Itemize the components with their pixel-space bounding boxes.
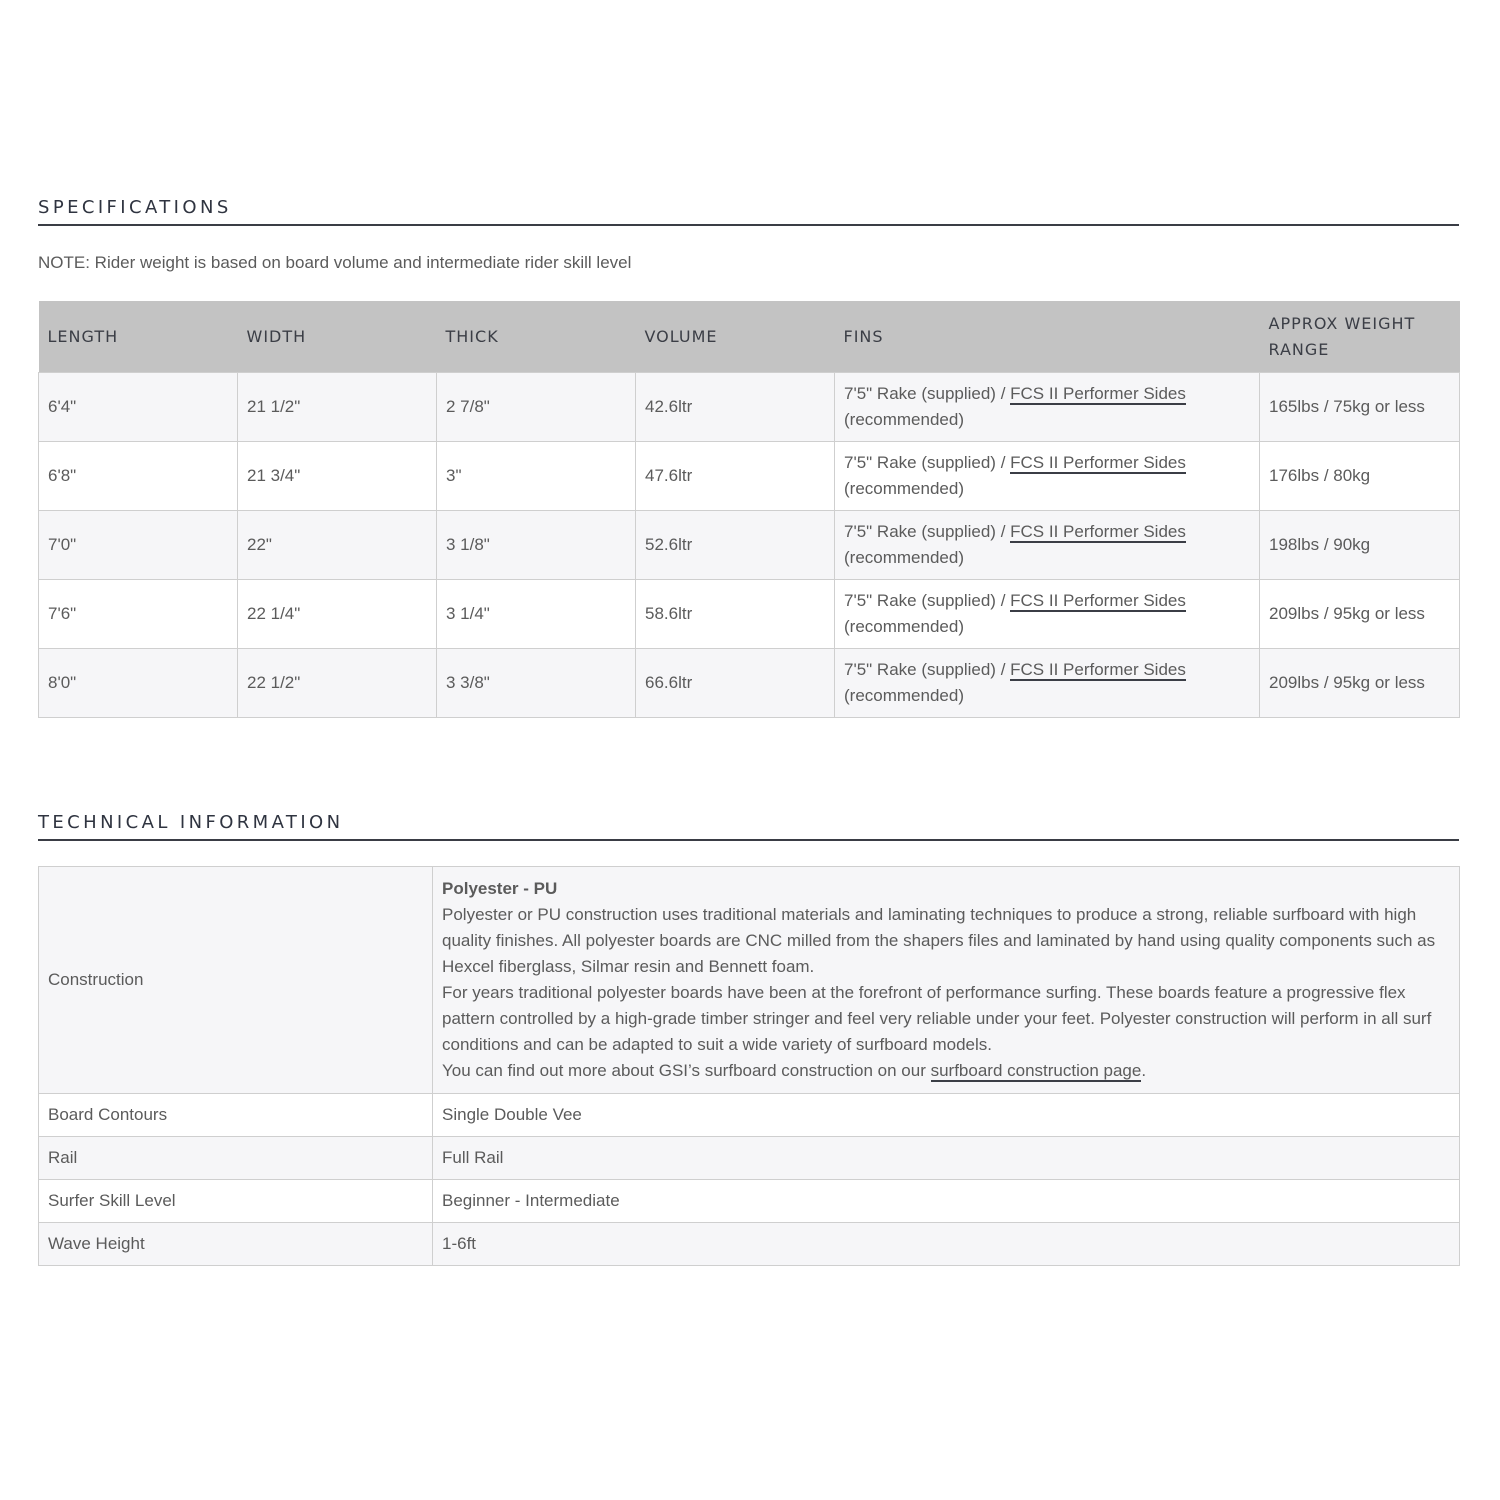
width-cell: 22 1/4" [238, 580, 437, 649]
fins-recommended: (recommended) [844, 410, 964, 429]
fcs-performer-sides-link[interactable]: FCS II Performer Sides [1010, 660, 1186, 679]
construction-description [433, 867, 1460, 1094]
surfer-skill-level-label: Surfer Skill Level [39, 1180, 433, 1223]
weight-cell: 209lbs / 95kg or less [1260, 580, 1460, 649]
construction-more-text: You can find out more about GSI’s surfboard construction on our [442, 1061, 931, 1080]
width-cell: 21 1/2" [238, 373, 437, 442]
thick-cell: 2 7/8" [437, 373, 636, 442]
specifications-title: SPECIFICATIONS [38, 197, 1459, 226]
table-row [39, 867, 1460, 1094]
wave-height-label: Wave Height [39, 1223, 433, 1266]
table-row [39, 1180, 1460, 1223]
table-row [39, 442, 1460, 511]
construction-paragraph-3 [442, 1058, 1450, 1084]
fins-cell [835, 442, 1260, 511]
surfer-skill-level-value: Beginner - Intermediate [433, 1180, 1460, 1223]
length-cell: 8'0" [39, 649, 238, 718]
header-width: WIDTH [238, 301, 437, 373]
volume-cell: 58.6ltr [636, 580, 835, 649]
fins-supplied: 7'5" Rake (supplied) / [844, 591, 1011, 610]
length-cell: 6'4" [39, 373, 238, 442]
fins-recommended: (recommended) [844, 479, 964, 498]
rail-label: Rail [39, 1137, 433, 1180]
thick-cell: 3 1/8" [437, 511, 636, 580]
fcs-performer-sides-link[interactable]: FCS II Performer Sides [1010, 591, 1186, 610]
header-fins: FINS [835, 301, 1260, 373]
fins-supplied: 7'5" Rake (supplied) / [844, 384, 1011, 403]
rail-value: Full Rail [433, 1137, 1460, 1180]
length-cell: 7'0" [39, 511, 238, 580]
width-cell: 21 3/4" [238, 442, 437, 511]
volume-cell: 66.6ltr [636, 649, 835, 718]
table-row [39, 1137, 1460, 1180]
weight-cell: 209lbs / 95kg or less [1260, 649, 1460, 718]
table-row [39, 373, 1460, 442]
length-cell: 6'8" [39, 442, 238, 511]
fins-recommended: (recommended) [844, 686, 964, 705]
construction-label: Construction [39, 867, 433, 1094]
fcs-performer-sides-link[interactable]: FCS II Performer Sides [1010, 453, 1186, 472]
fins-cell [835, 373, 1260, 442]
header-volume: VOLUME [636, 301, 835, 373]
weight-cell: 176lbs / 80kg [1260, 442, 1460, 511]
thick-cell: 3" [437, 442, 636, 511]
weight-cell: 165lbs / 75kg or less [1260, 373, 1460, 442]
weight-cell: 198lbs / 90kg [1260, 511, 1460, 580]
header-weight-range: APPROX WEIGHT RANGE [1260, 301, 1460, 373]
technical-information-title: TECHNICAL INFORMATION [38, 812, 1459, 841]
construction-heading: Polyester - PU [442, 879, 558, 898]
width-cell: 22 1/2" [238, 649, 437, 718]
fins-cell [835, 649, 1260, 718]
table-row [39, 649, 1460, 718]
thick-cell: 3 3/8" [437, 649, 636, 718]
board-contours-value: Single Double Vee [433, 1094, 1460, 1137]
table-row [39, 1094, 1460, 1137]
volume-cell: 52.6ltr [636, 511, 835, 580]
volume-cell: 42.6ltr [636, 373, 835, 442]
fins-supplied: 7'5" Rake (supplied) / [844, 522, 1011, 541]
table-row [39, 580, 1460, 649]
surfboard-construction-link[interactable]: surfboard construction page [930, 1061, 1142, 1080]
board-contours-label: Board Contours [39, 1094, 433, 1137]
thick-cell: 3 1/4" [437, 580, 636, 649]
specifications-table [38, 301, 1460, 718]
fcs-performer-sides-link[interactable]: FCS II Performer Sides [1010, 522, 1186, 541]
header-thick: THICK [437, 301, 636, 373]
fins-cell [835, 511, 1260, 580]
fins-recommended: (recommended) [844, 548, 964, 567]
fins-cell [835, 580, 1260, 649]
fins-recommended: (recommended) [844, 617, 964, 636]
construction-paragraph-1: Polyester or PU construction uses traditional materials and laminating techniques to produce a strong, reliable surfboard with high quality finishes. All polyester boards are CNC milled from the shapers files and laminated by hand using quality components such as Hexcel fiberglass, Silmar resin and Bennett foam. [442, 905, 1436, 976]
wave-height-value: 1-6ft [433, 1223, 1460, 1266]
specifications-header-row [39, 301, 1460, 373]
length-cell: 7'6" [39, 580, 238, 649]
construction-paragraph-2: For years traditional polyester boards have been at the forefront of performance surfing. These boards feature a progressive flex pattern controlled by a high-grade timber stringer and feel very reliable under your feet. Polyester construction will perform in all surf conditions and can be adapted to suit a wide variety of surfboard models. [442, 983, 1432, 1054]
fins-supplied: 7'5" Rake (supplied) / [844, 453, 1011, 472]
rider-weight-note: NOTE: Rider weight is based on board volume and intermediate rider skill level [38, 253, 632, 272]
table-row [39, 511, 1460, 580]
header-length: LENGTH [39, 301, 238, 373]
width-cell: 22" [238, 511, 437, 580]
period: . [1141, 1061, 1147, 1080]
technical-information-table [38, 866, 1460, 1266]
fcs-performer-sides-link[interactable]: FCS II Performer Sides [1010, 384, 1186, 403]
table-row [39, 1223, 1460, 1266]
fins-supplied: 7'5" Rake (supplied) / [844, 660, 1011, 679]
volume-cell: 47.6ltr [636, 442, 835, 511]
